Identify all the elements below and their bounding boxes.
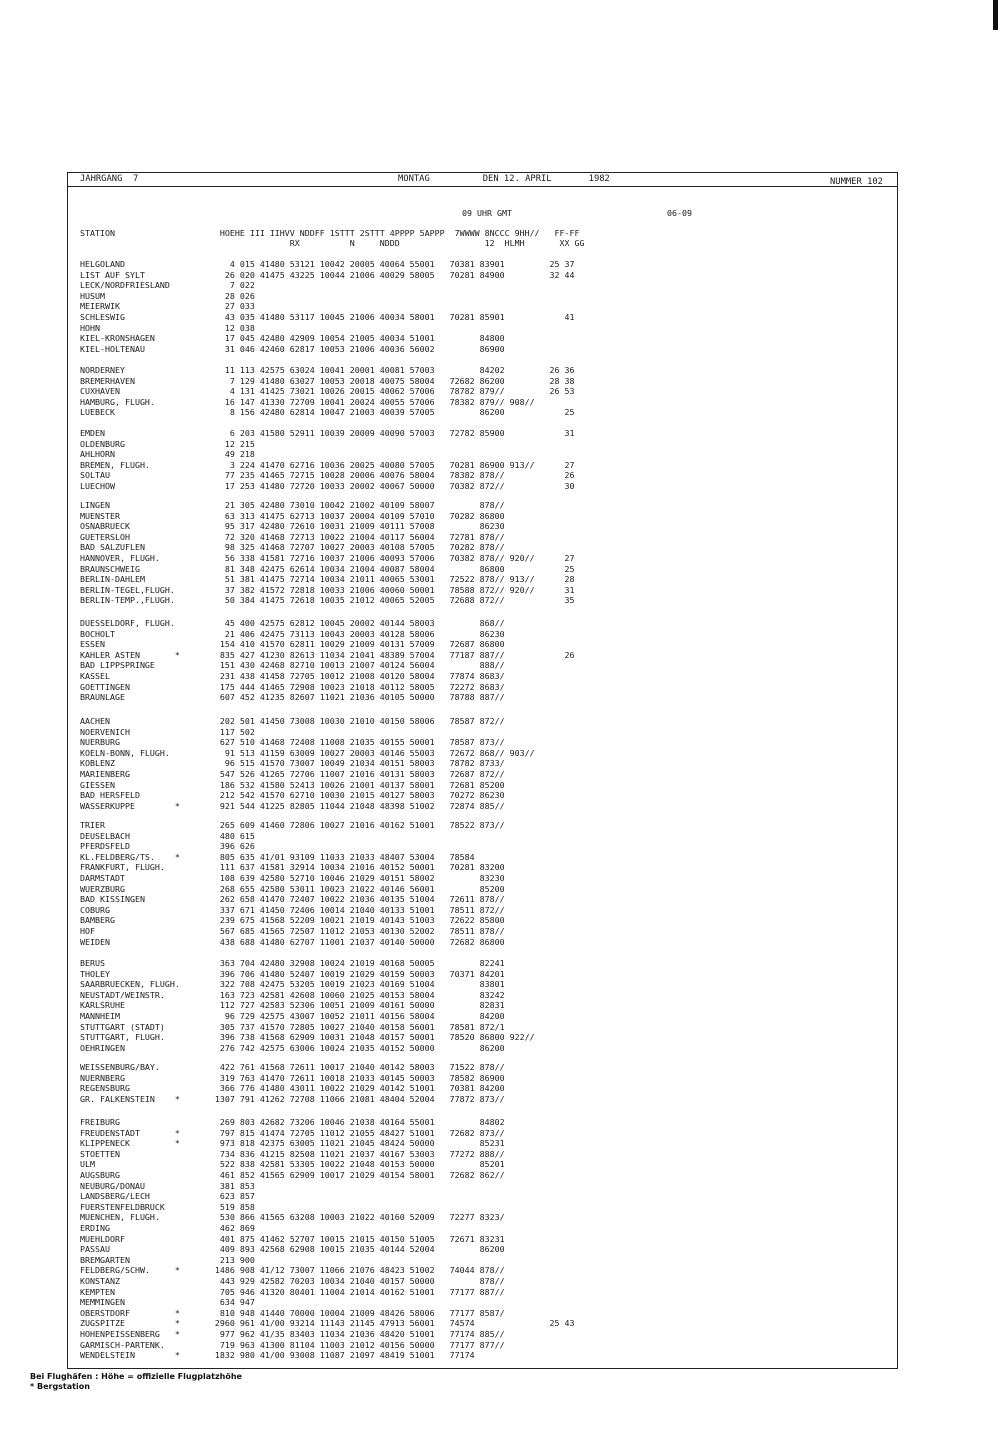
station-row: CUXHAVEN 4 131 41425 73021 10026 20015 40062 57006 78782 879// 26 53 bbox=[80, 386, 575, 397]
issue-number: NUMMER 102 bbox=[830, 177, 883, 187]
station-row: OBERSTDORF * 810 948 41440 70000 10004 21009 48426 58006 77177 8587/ bbox=[80, 1307, 505, 1318]
station-row: KIEL-HOLTENAU 31 046 42460 62817 10053 21006 40036 56002 86900 bbox=[80, 343, 505, 354]
station-row: BAD HERSFELD 212 542 41570 62710 10030 21015 40127 58003 70272 86230 bbox=[80, 790, 505, 801]
station-row: DEUSELBACH 480 615 bbox=[80, 830, 255, 841]
station-row: HOHENPEISSENBERG * 977 962 41/35 83403 11034 21036 48420 51001 77174 885// bbox=[80, 1329, 505, 1339]
station-row: STUTTGART, FLUGH. 396 738 41568 62909 10031 21048 40157 50001 78520 86800 922// bbox=[80, 1032, 535, 1043]
station-row: HELGOLAND 4 015 41480 53121 10042 20005 40064 55001 70381 83901 25 37 bbox=[80, 259, 575, 269]
issue-date: MONTAG DEN 12. APRIL 1982 bbox=[398, 174, 610, 184]
station-row: BREMGARTEN 213 900 bbox=[80, 1254, 255, 1265]
station-row: KARLSRUHE 112 727 42583 52306 10051 21009 40161 50000 82831 bbox=[80, 1000, 505, 1011]
station-row: ERDING 462 869 bbox=[80, 1223, 255, 1233]
volume-label: JAHRGANG 7 bbox=[80, 174, 139, 184]
station-row: KIEL-KRONSHAGEN 17 045 42480 42909 10054 21005 40034 51001 84800 bbox=[80, 333, 505, 344]
station-row: LUECHOW 17 253 41480 72720 10033 20002 40067 50000 70382 872// 30 bbox=[80, 481, 575, 491]
station-row: KLIPPENECK * 973 818 42375 63005 11021 21045 48424 50000 85231 bbox=[80, 1138, 505, 1149]
station-row: MARIENBERG 547 526 41265 72706 11007 21016 40131 58003 72687 872// bbox=[80, 769, 505, 779]
station-row: SOLTAU 77 235 41465 72715 10028 20006 40076 58004 78382 878// 26 bbox=[80, 470, 575, 481]
station-row: DARMSTADT 108 639 42580 52710 10046 21029 40151 58002 83230 bbox=[80, 873, 505, 883]
station-row: BAD KISSINGEN 262 658 41470 72407 10022 21036 40135 51004 72611 878// bbox=[80, 894, 505, 905]
station-row: EMDEN 6 203 41580 52911 10039 20009 40090 57003 72782 85900 31 bbox=[80, 428, 575, 438]
station-row: HOF 567 685 41565 72507 11012 21053 40130 52002 78511 878// bbox=[80, 926, 505, 936]
scan-edge-mark bbox=[993, 0, 998, 30]
footnote-mountain-station: * Bergstation bbox=[30, 1382, 90, 1391]
station-row: FELDBERG/SCHW. * 1486 908 41/12 73007 11066 21076 48423 51002 74044 878// bbox=[80, 1265, 505, 1276]
station-row: MUENCHEN, FLUGH. 530 866 41565 63208 10003 21022 40160 52009 72277 8323/ bbox=[80, 1212, 505, 1223]
station-row: NEUSTADT/WEINSTR. 163 723 42581 42608 10060 21025 40153 58004 83242 bbox=[80, 989, 505, 1000]
station-row: GARMISCH-PARTENK. 719 963 41300 81104 11003 21012 40156 50000 77177 877// bbox=[80, 1339, 505, 1350]
station-row: BERLIN-TEGEL,FLUGH. 37 382 41572 72818 10033 21006 40060 50001 78588 872// 920// 31 bbox=[80, 584, 575, 595]
station-row: ESSEN 154 410 41570 62811 10029 21009 40131 57009 72687 86800 bbox=[80, 639, 505, 650]
station-row: NORDERNEY 11 113 42575 63024 10041 20001 40081 57003 84202 26 36 bbox=[80, 365, 575, 375]
station-row: BERLIN-TEMP.,FLUGH. 50 384 41475 72618 10035 21012 40065 52005 72688 872// 35 bbox=[80, 595, 575, 606]
station-row: KONSTANZ 443 929 42582 70203 10034 21040 40157 50000 878// bbox=[80, 1276, 505, 1286]
station-row: BAMBERG 239 675 41568 52209 10021 21019 40143 51003 72622 85800 bbox=[80, 915, 505, 926]
station-row: DUESSELDORF, FLUGH. 45 400 42575 62812 10045 20002 40144 58003 868// bbox=[80, 618, 505, 628]
station-row: NUERBURG 627 510 41468 72408 11008 21035 40155 50001 78587 873// bbox=[80, 737, 505, 748]
station-row: AHLHORN 49 218 bbox=[80, 449, 255, 460]
station-row: GR. FALKENSTEIN * 1307 791 41262 72708 11066 21081 48404 52004 77872 873// bbox=[80, 1093, 505, 1104]
station-row: MEIERWIK 27 033 bbox=[80, 301, 255, 312]
station-row: BOCHOLT 21 406 42475 73113 10043 20003 40128 58006 86230 bbox=[80, 628, 505, 639]
station-row: MANNHEIM 96 729 42575 43007 10052 21011 40156 58004 84200 bbox=[80, 1011, 505, 1021]
gust-period: 06-09 bbox=[667, 208, 692, 218]
station-row: GIESSEN 186 532 41580 52413 10026 21001 40137 58001 72681 85200 bbox=[80, 779, 505, 790]
station-row: AUGSBURG 461 852 41565 62909 10017 21029 40154 58001 72682 862// bbox=[80, 1170, 505, 1180]
station-row: KEMPTEN 705 946 41320 80401 11004 21014 40162 51001 77177 887// bbox=[80, 1286, 505, 1297]
station-row: STUTTGART (STADT) 305 737 41570 72805 10027 21040 40158 56001 78581 872/1 bbox=[80, 1021, 505, 1032]
station-row: NOERVENICH 117 502 bbox=[80, 726, 255, 737]
station-row: FUERSTENFELDBRUCK 519 858 bbox=[80, 1201, 255, 1212]
station-row: KL.FELDBERG/TS. * 805 635 41/01 93109 11033 21033 48407 53004 78584 bbox=[80, 851, 475, 862]
station-row: COBURG 337 671 41450 72406 10014 21040 40133 51001 78511 872// bbox=[80, 904, 505, 915]
station-row: GOETTINGEN 175 444 41465 72908 10023 21018 40112 58005 72272 8683/ bbox=[80, 681, 505, 692]
station-row: OSNABRUECK 95 317 42480 72610 10031 21009 40111 57008 86230 bbox=[80, 521, 505, 532]
station-row: ULM 522 838 42581 53305 10022 21048 40153 50000 85201 bbox=[80, 1159, 505, 1170]
station-row: LECK/NORDFRIESLAND 7 022 bbox=[80, 280, 255, 291]
station-row: REGENSBURG 366 776 41480 43011 10022 21029 40142 51001 70381 84200 bbox=[80, 1083, 505, 1094]
station-row: PASSAU 409 893 42568 62908 10015 21035 40144 52004 86200 bbox=[80, 1244, 505, 1255]
station-row: GUETERSLOH 72 320 41468 72713 10022 21004 40117 56004 72781 878// bbox=[80, 531, 505, 542]
observation-time: 09 UHR GMT bbox=[462, 208, 512, 218]
station-row: KOELN-BONN, FLUGH. 91 513 41159 63009 10027 20003 40146 55003 72672 868// 903// bbox=[80, 747, 535, 758]
station-row: OLDENBURG 12 215 bbox=[80, 438, 255, 449]
station-row: MUEHLDORF 401 875 41462 52707 10015 21015 40150 51005 72671 83231 bbox=[80, 1233, 505, 1244]
station-row: ZUGSPITZE * 2960 961 41/00 93214 11143 21145 47913 56001 74574 25 43 bbox=[80, 1318, 575, 1329]
station-row: LUEBECK 8 156 42480 62814 10047 21003 40039 57005 86200 25 bbox=[80, 407, 575, 418]
station-row: FREUDENSTADT * 797 815 41474 72705 11012 21055 48427 51001 72682 873// bbox=[80, 1127, 505, 1138]
station-row: THOLEY 396 706 41480 52407 10019 21029 40159 50003 70371 84201 bbox=[80, 968, 505, 979]
header-rule bbox=[67, 186, 898, 187]
footnote-airports: Bei Flughäfen : Höhe = offizielle Flugplatzhöhe bbox=[30, 1372, 242, 1381]
station-row: SCHLESWIG 43 035 41480 53117 10045 21006 40034 58001 70281 85901 41 bbox=[80, 312, 575, 322]
station-row: WENDELSTEIN * 1832 980 41/00 93008 11087 21097 48419 51001 77174 bbox=[80, 1350, 475, 1361]
station-row: LANDSBERG/LECH 623 857 bbox=[80, 1191, 255, 1202]
station-row: FRANKFURT, FLUGH. 111 637 41581 32914 10034 21016 40152 50001 70281 83200 bbox=[80, 862, 505, 873]
station-row: BERUS 363 704 42480 32908 10024 21019 40168 50005 82241 bbox=[80, 958, 505, 968]
station-row: BRAUNLAGE 607 452 41235 82607 11021 21036 40105 50000 78788 887// bbox=[80, 692, 505, 703]
station-row: WUERZBURG 268 655 42580 53011 10023 21022 40146 56001 85200 bbox=[80, 883, 505, 894]
station-row: WEISSENBURG/BAY. 422 761 41568 72611 10017 21040 40142 58003 71522 878// bbox=[80, 1062, 505, 1072]
station-row: KAHLER ASTEN * 835 427 41230 82613 11034 21041 48389 57004 77187 887// 26 bbox=[80, 649, 575, 660]
station-row: PFERDSFELD 396 626 bbox=[80, 841, 255, 852]
station-row: HUSUM 28 026 bbox=[80, 290, 255, 301]
station-row: LINGEN 21 305 42480 73010 10042 21002 40109 58007 878// bbox=[80, 500, 505, 510]
column-header-line1: STATION HOEHE III IIHVV NDDFF 1STTT 2STTT 4PPPP 5APPP 7WWWW 8NCCC 9HH// FF-FF bbox=[80, 228, 580, 238]
station-row: NEUBURG/DONAU 381 853 bbox=[80, 1180, 255, 1191]
station-row: BREMERHAVEN 7 129 41480 63027 10053 20018 40075 58004 72682 86200 28 38 bbox=[80, 375, 575, 386]
station-row: NUERNBERG 319 763 41470 72611 10018 21033 40145 50003 78582 86900 bbox=[80, 1072, 505, 1083]
station-row: HOHN 12 038 bbox=[80, 322, 255, 333]
station-row: BRAUNSCHWEIG 81 348 42475 62614 10034 21004 40087 58004 86800 25 bbox=[80, 563, 575, 574]
station-row: LIST AUF SYLT 26 020 41475 43225 10044 21006 40029 58005 70281 84900 32 44 bbox=[80, 269, 575, 280]
station-row: HAMBURG, FLUGH. 16 147 41330 72709 10041 20024 40055 57006 78382 879// 908// bbox=[80, 396, 535, 407]
station-row: WASSERKUPPE * 921 544 41225 82805 11044 21048 48398 51002 72874 885// bbox=[80, 800, 505, 811]
station-row: HANNOVER, FLUGH. 56 338 41581 72716 10037 21006 40093 57006 70382 878// 920// 27 bbox=[80, 553, 575, 563]
station-row: BAD LIPPSPRINGE 151 430 42468 82710 10013 21007 40124 56004 888// bbox=[80, 660, 505, 671]
station-row: BAD SALZUFLEN 98 325 41468 72707 10027 20003 40108 57005 70282 878// bbox=[80, 542, 505, 553]
station-row: WEIDEN 438 688 41480 62707 11001 21037 40140 50000 72682 86800 bbox=[80, 936, 505, 947]
station-row: MEMMINGEN 634 947 bbox=[80, 1297, 255, 1308]
station-row: AACHEN 202 501 41450 73008 10030 21010 40150 58006 78587 872// bbox=[80, 716, 505, 726]
station-row: BREMEN, FLUGH. 3 224 41470 62716 10036 20025 40080 57005 70281 86900 913// 27 bbox=[80, 459, 575, 470]
station-row: MUENSTER 63 313 41475 62713 10037 20004 40109 57010 70282 86800 bbox=[80, 510, 505, 521]
station-row: BERLIN-DAHLEM 51 381 41475 72714 10034 21011 40065 53001 72522 878// 913// 28 bbox=[80, 574, 575, 585]
station-row: OEHRINGEN 276 742 42575 63006 10024 21035 40152 50000 86200 bbox=[80, 1042, 505, 1053]
column-header-line2: RX N NDDD 12 HLMH XX GG bbox=[80, 238, 585, 248]
station-row: TRIER 265 609 41460 72806 10027 21016 40162 51001 78522 873// bbox=[80, 820, 505, 830]
station-row: SAARBRUECKEN, FLUGH. 322 708 42475 53205 10019 21023 40169 51004 83801 bbox=[80, 979, 505, 990]
station-row: KOBLENZ 96 515 41570 73007 10049 21034 40151 58003 78782 8733/ bbox=[80, 758, 505, 769]
station-row: KASSEL 231 438 41458 72705 10012 21008 40120 58004 77874 8683/ bbox=[80, 671, 505, 681]
station-row: STOETTEN 734 836 41215 82508 11021 21037 40167 53003 77272 888// bbox=[80, 1148, 505, 1159]
station-row: FREIBURG 269 803 42682 73206 10046 21038 40164 55001 84802 bbox=[80, 1117, 505, 1127]
